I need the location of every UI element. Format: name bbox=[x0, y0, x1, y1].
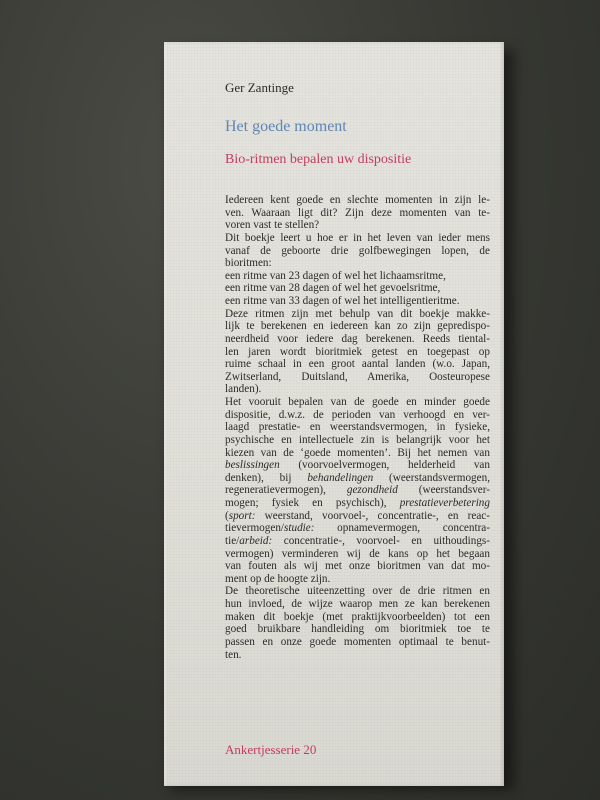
blurb-line: laagd prestatie- en weerstandsvermogen, in fysieke, bbox=[225, 421, 490, 434]
book-title: Het goede moment bbox=[225, 118, 347, 135]
blurb-line: ven. Waaraan ligt dit? Zijn deze momenten van te- bbox=[225, 206, 490, 219]
book-subtitle: Bio-ritmen bepalen uw dispositie bbox=[225, 152, 412, 167]
blurb-line: beslissingen (voorvoelvermogen, helderheid van bbox=[225, 459, 490, 472]
blurb-line: neerdheid voor iedere dag berekenen. Reeds tiental- bbox=[225, 332, 490, 345]
blurb-line: (sport: weerstand, voorvoel-, concentratie-, en reac- bbox=[225, 509, 490, 522]
blurb-line: mogen; fysiek en psychisch), prestatieverbetering bbox=[225, 497, 490, 509]
book-back-cover bbox=[164, 42, 504, 786]
blurb-line: voren vast te stellen? bbox=[225, 219, 320, 232]
blurb-line: kiezen van de ‘goede momenten’. Bij het nemen van bbox=[225, 446, 490, 459]
blurb-line: dispositie, d.w.z. de perioden van verhoogd en ver- bbox=[225, 408, 490, 421]
blurb-line: len jaren wordt bioritmiek getest en toegepast op bbox=[225, 345, 490, 358]
blurb-line: regeneratievermogen), gezondheid (weerstandsver- bbox=[225, 484, 490, 497]
blurb-line: Dit boekje leert u hoe er in het leven van ieder mens bbox=[225, 231, 490, 244]
blurb-line: psychische en intellectuele zin is belangrijk voor het bbox=[225, 433, 490, 446]
blurb-line: De theoretische uiteenzetting over de drie ritmen en bbox=[225, 585, 490, 598]
blurb-line: een ritme van 28 dagen of wel het gevoelsritme, bbox=[225, 282, 441, 295]
blurb-line: vermogen) verminderen wij de kans op het begaan bbox=[225, 547, 490, 560]
blurb-line: maken dit boekje (met praktijkvoorbeelden) tot een bbox=[225, 610, 490, 623]
blurb-line: passen en onze goede momenten optimaal te benut- bbox=[225, 635, 490, 648]
blurb-line: goed bruikbare handleiding om bioritmiek toe te bbox=[225, 623, 490, 636]
blurb-line: tie/arbeid: concentratie-, voorvoel- en uithoudings- bbox=[225, 534, 490, 547]
blurb-line: Het vooruit bepalen van de goede en minder goede bbox=[225, 396, 490, 408]
blurb-line: lijk te berekenen en iedereen kan zo zijn gepredispo- bbox=[225, 320, 490, 333]
blurb-line: hun invloed, de wijze waarop men ze kan berekenen bbox=[225, 598, 490, 610]
blurb-text bbox=[225, 194, 490, 661]
blurb-line: vanaf de geboorte drie golfbewegingen lopen, de bbox=[225, 244, 490, 257]
blurb-line: van fouten als wij met onze bioritmen van dat mo- bbox=[225, 560, 490, 573]
blurb-line: een ritme van 23 dagen of wel het lichaamsritme, bbox=[225, 269, 446, 282]
series-label: Ankertjesserie 20 bbox=[225, 742, 317, 757]
blurb-line: landen). bbox=[225, 383, 262, 396]
blurb-line: een ritme van 33 dagen of wel het intelligentieritme. bbox=[225, 295, 460, 307]
blurb-line: ruime schaal in een groot aantal landen (w.o. Japan, bbox=[225, 358, 490, 371]
blurb-line: tievermogen/studie: opnamevermogen, concentra- bbox=[225, 522, 490, 535]
blurb-line: Deze ritmen zijn met behulp van dit boekje makke- bbox=[225, 307, 490, 320]
blurb-line: ment op de hoogte zijn. bbox=[225, 572, 331, 585]
blurb-line: bioritmen: bbox=[225, 257, 272, 270]
blurb-line: Iedereen kent goede en slechte momenten in zijn le- bbox=[225, 194, 490, 206]
blurb-line: Zwitserland, Duitsland, Amerika, Oosteuropese bbox=[225, 370, 490, 383]
blurb-line: ten. bbox=[225, 648, 242, 661]
blurb-line: denken), bij behandelingen (weerstandsvermogen, bbox=[225, 471, 491, 484]
author-name: Ger Zantinge bbox=[225, 80, 294, 95]
